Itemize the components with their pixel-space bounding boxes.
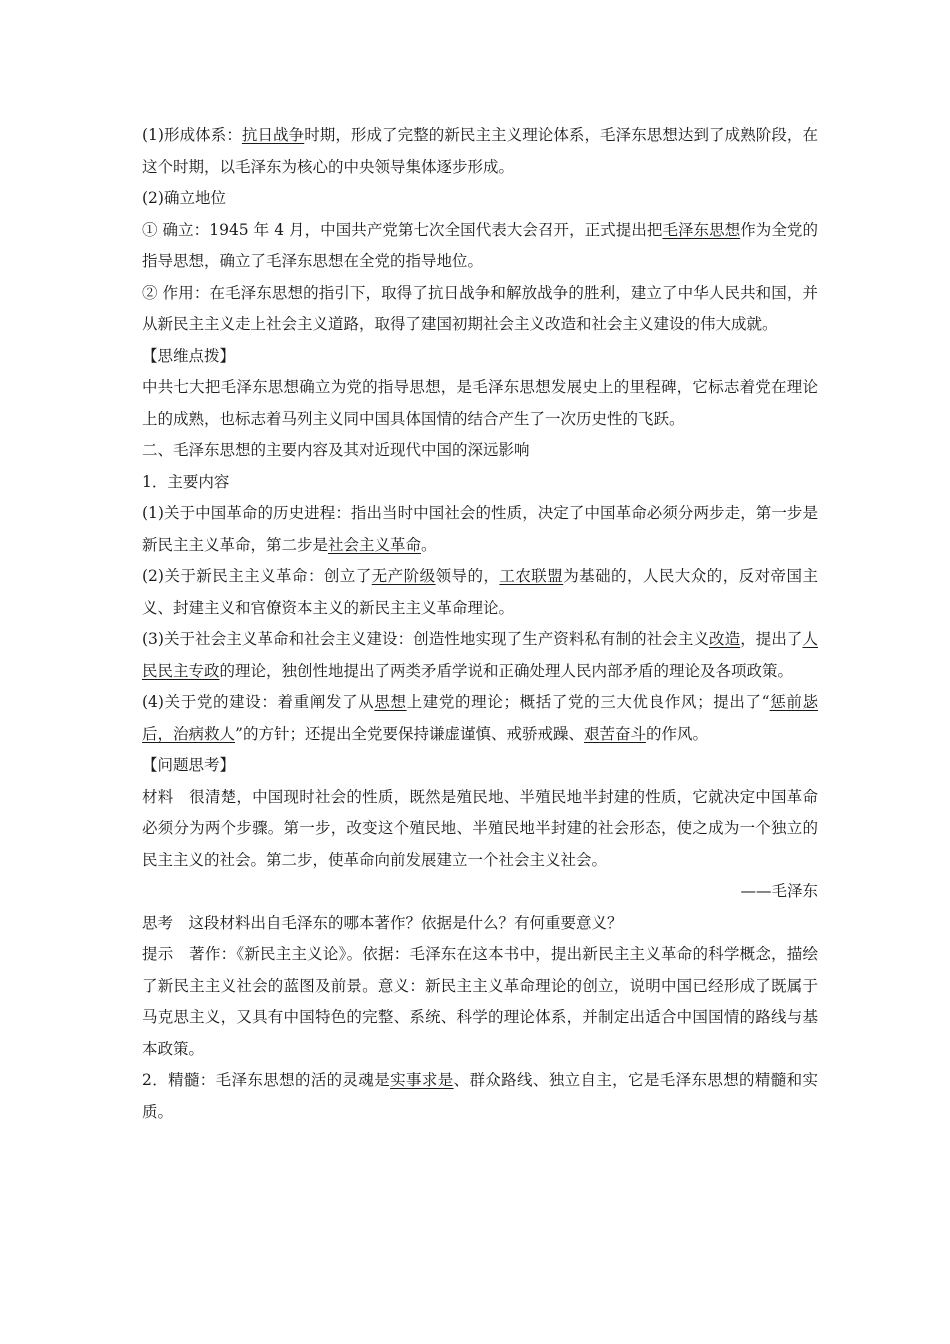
text: (1)形成体系： bbox=[142, 126, 242, 144]
key-term-underlined: 毛泽东思想 bbox=[662, 220, 741, 239]
paragraph-socialist-revolution bbox=[142, 624, 818, 687]
text: 领导的， bbox=[435, 567, 500, 585]
key-term-underlined: 工农联盟 bbox=[499, 567, 564, 585]
text: (4)关于党的建设：着重阐发了从 bbox=[142, 693, 375, 711]
paragraph-formation-system bbox=[142, 120, 818, 183]
text: 时期，形成了完整的新民主主义理论体系，毛泽东思想达到了成熟阶段，在这个时期，以毛泽东为核心的中央领导集体逐步形成。 bbox=[142, 126, 818, 176]
text: 作为全党的指导思想，确立了毛泽东思想在全党的指导地位。 bbox=[142, 220, 818, 270]
text: (2)关于新民主主义革命：创立了 bbox=[142, 567, 372, 585]
paragraph-new-democratic-revolution bbox=[142, 561, 818, 624]
text: ，提出了 bbox=[740, 630, 803, 648]
text: 。 bbox=[421, 535, 437, 554]
paragraph-revolution-process bbox=[142, 498, 818, 561]
text: 上建党的理论；概括了党的三大优良作风；提出了“ bbox=[406, 693, 770, 711]
paragraph-essence bbox=[142, 1065, 818, 1128]
paragraph-thinking-tips: 中共七大把毛泽东思想确立为党的指导思想，是毛泽东思想发展史上的里程碑，它标志着党在理论上的成熟，也标志着马列主义同中国具体国情的结合产生了一次历史性的飞跃。 bbox=[142, 378, 818, 428]
section-label-thinking-tips: 【思维点拨】 bbox=[142, 346, 236, 365]
paragraph-party-building bbox=[142, 687, 818, 750]
text: 2．精髓：毛泽东思想的活的灵魂是 bbox=[142, 1071, 391, 1089]
paragraph-material-quote: 材料 很清楚，中国现时社会的性质，既然是殖民地、半殖民地半封建的性质，它就决定中国革命必须分为两个步骤。第一步，改变这个殖民地、半殖民地半封建的社会形态，使之成为一个独立的民主主义的社会。第二步，使革命向前发展建立一个社会主义社会。 bbox=[142, 787, 818, 869]
text: 、群众路线、独立自主，它是毛泽东思想的精髓和实质。 bbox=[142, 1071, 818, 1121]
key-term-underlined: 实事求是 bbox=[390, 1071, 454, 1089]
text: ① 确立：1945 年 4 月，中国共产党第七次全国代表大会召开，正式提出把 bbox=[142, 220, 663, 239]
key-term-underlined: 无产阶级 bbox=[371, 567, 436, 585]
key-term-underlined: 艰苦奋斗 bbox=[583, 724, 646, 743]
key-term-underlined: 惩前毖后，治病救人 bbox=[142, 693, 818, 743]
quote-attribution: ——毛泽东 bbox=[740, 882, 818, 900]
document-page bbox=[142, 120, 818, 1128]
text: 的作风。 bbox=[645, 724, 708, 743]
key-term-underlined: 人民民主专政 bbox=[142, 630, 818, 680]
text: (3)关于社会主义革命和社会主义建设：创造性地实现了生产资料私有制的社会主义 bbox=[142, 630, 710, 648]
text: 的理论，独创性地提出了两类矛盾学说和正确处理人民内部矛盾的理论及各项政策。 bbox=[219, 661, 794, 680]
key-term-underlined: 社会主义革命 bbox=[328, 535, 422, 554]
subheading-main-content: 1．主要内容 bbox=[142, 472, 230, 491]
text: 为基础的，人民大众的，反对帝国主义、封建主义和官僚资本主义的新民主主义革命理论。 bbox=[142, 567, 818, 617]
paragraph-establishment bbox=[142, 215, 818, 278]
key-term-underlined: 思想 bbox=[374, 693, 407, 711]
paragraph-answer-hint: 提示 著作：《新民主主义论》。依据：毛泽东在这本书中，提出新民主主义革命的科学概念，描绘了新民主主义社会的蓝图及前景。意义：新民主主义革命理论的创立，说明中国已经形成了既属于马克思主义，又具有中国特色的完整、系统、科学的理论体系，并制定出适合中国国情的路线与基本政策。 bbox=[142, 945, 818, 1058]
subheading-establish-status: (2)确立地位 bbox=[142, 189, 226, 207]
text: ”的方针；还提出全党要保持谦虚谨慎、戒骄戒躁、 bbox=[235, 724, 584, 743]
text: (1)关于中国革命的历史进程：指出当时中国社会的性质，决定了中国革命必须分两步走，第一步是新民主主义革命，第二步是 bbox=[142, 504, 818, 554]
key-term-underlined: 抗日战争 bbox=[241, 126, 305, 144]
paragraph-question: 思考 这段材料出自毛泽东的哪本著作？依据是什么？有何重要意义？ bbox=[142, 913, 623, 932]
section-heading-main-content-influence: 二、毛泽东思想的主要内容及其对近现代中国的深远影响 bbox=[142, 441, 530, 459]
section-label-question-thinking: 【问题思考】 bbox=[142, 756, 236, 774]
paragraph-role: ② 作用：在毛泽东思想的指引下，取得了抗日战争和解放战争的胜利，建立了中华人民共和国，并从新民主主义走上社会主义道路，取得了建国初期社会主义改造和社会主义建设的伟大成就。 bbox=[142, 283, 818, 333]
key-term-underlined: 改造 bbox=[709, 630, 741, 648]
